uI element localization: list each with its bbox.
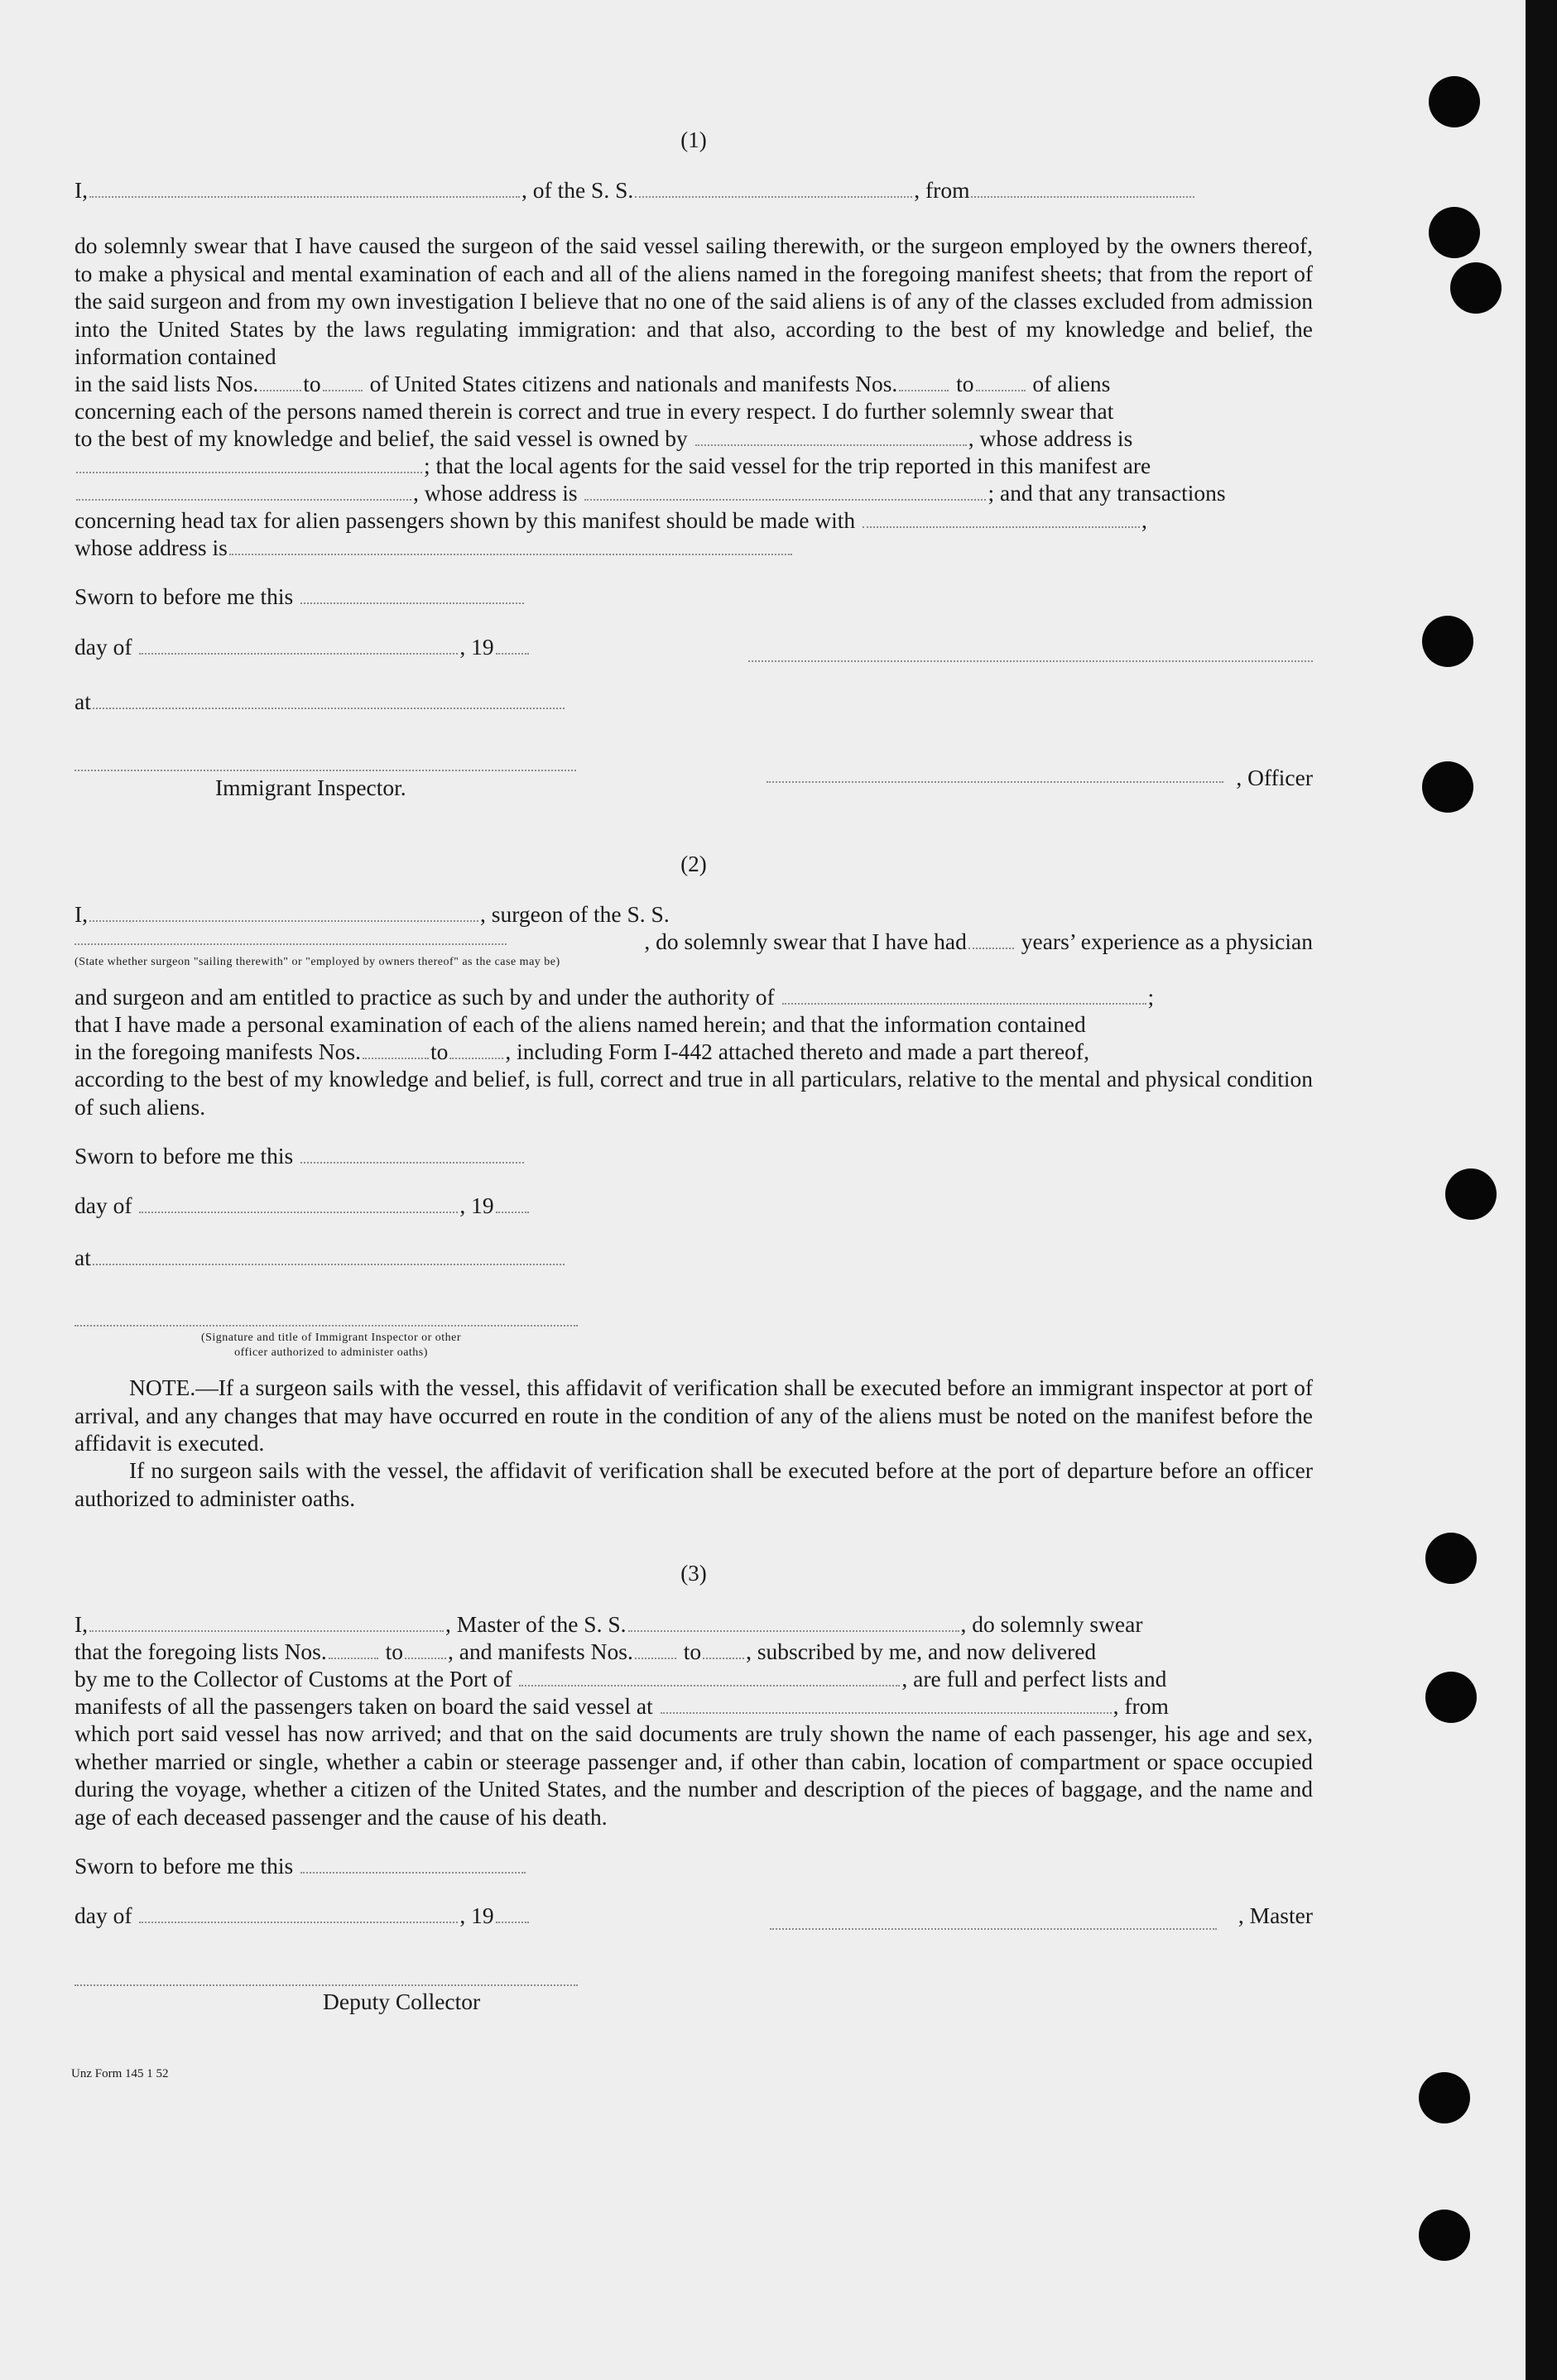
s3-master-signature-line[interactable] — [770, 1928, 1217, 1930]
s3-subscribed-label: , subscribed by me, and now delivered — [746, 1639, 1097, 1664]
punch-hole — [1419, 2072, 1470, 2123]
s1-sworn-day-field[interactable] — [300, 586, 524, 604]
s1-aliens-label: of aliens — [1032, 371, 1111, 396]
s1-list-from-field[interactable] — [260, 373, 301, 391]
s1-inspector-label: Immigrant Inspector. — [215, 775, 406, 800]
s1-at-label: at — [74, 689, 91, 714]
s1-from-field[interactable] — [971, 180, 1194, 198]
s1-officer-signature-line[interactable] — [766, 781, 1223, 783]
s3-month-field[interactable] — [139, 1905, 458, 1923]
s1-manifest-from-field[interactable] — [899, 373, 949, 391]
s2-manifests-line — [74, 1038, 1313, 1066]
s3-board-line — [74, 1692, 1313, 1720]
section-1-number: (1) — [680, 127, 707, 152]
note-paragraph-2: If no surgeon sails with the vessel, the affidavit of verification shall be executed before at the port of departure before an officer authorized to administer oaths. — [74, 1457, 1313, 1511]
s3-day-of-label: day of — [74, 1903, 132, 1928]
s3-port-line — [74, 1665, 1313, 1693]
s2-i-label: I, — [74, 901, 89, 927]
s1-of-ss-label: , of the S. S. — [521, 177, 634, 203]
s2-exam-line: that I have made a personal examination of each of the aliens named herein; and that the information contained — [74, 1011, 1086, 1037]
s2-year-label: , 19 — [459, 1192, 494, 1218]
s2-sworn-line — [74, 1142, 1313, 1170]
s1-lists-line — [74, 370, 1313, 398]
s1-from-label: , from — [914, 177, 970, 203]
s2-authority-label: and surgeon and am entitled to practice as such by and under the authority of — [74, 984, 775, 1010]
s3-manifests-label: , and manifests Nos. — [448, 1639, 633, 1664]
s1-sworn-label: Sworn to before me this — [74, 583, 294, 609]
s3-list-from-field[interactable] — [329, 1641, 378, 1659]
punch-hole — [1445, 1168, 1497, 1220]
s2-at-field[interactable] — [93, 1247, 565, 1265]
s3-sworn-label: Sworn to before me this — [74, 1853, 294, 1879]
s1-owned-line — [74, 425, 1313, 453]
s1-whose-address-label: whose address is — [74, 535, 228, 560]
s1-lists-label: in the said lists Nos. — [74, 371, 259, 396]
s2-sworn-day-field[interactable] — [300, 1145, 524, 1164]
section-2-number: (2) — [680, 852, 707, 876]
s3-sworn-line — [74, 1852, 1313, 1880]
s3-master-name-field[interactable] — [89, 1614, 444, 1632]
punch-hole — [1422, 761, 1473, 813]
s1-month-field[interactable] — [139, 636, 458, 655]
s3-lists-line — [74, 1638, 1313, 1666]
punch-hole — [1450, 262, 1502, 314]
s1-officer-label: , Officer — [1236, 765, 1313, 790]
s3-master-label: , Master of the S. S. — [445, 1611, 627, 1637]
s3-body: which port said vessel has now arrived; and that on the said documents are truly shown the name of each passenger, his age and sex, whether married or single, whether a cabin or steerage passenger and, if other than cabin, location of compartment or space occupied during the voyage, whether a citizen of the United States, and the number and description of the pieces of baggage, and the name and age of each deceased passenger and the cause of his death. — [74, 1720, 1313, 1830]
s3-board-label: manifests of all the passengers taken on board the said vessel at — [74, 1693, 653, 1719]
s3-manifest-from-field[interactable] — [635, 1641, 676, 1659]
punch-hole — [1422, 616, 1473, 667]
s1-i-label: I, — [74, 177, 89, 203]
s3-lists-label: that the foregoing lists Nos. — [74, 1639, 327, 1664]
s3-deputy-label: Deputy Collector — [323, 1989, 481, 2014]
s2-day-of-label: day of — [74, 1192, 132, 1218]
s2-authority-field[interactable] — [782, 986, 1146, 1005]
s1-list-to-field[interactable] — [323, 373, 363, 391]
s3-from-label: , from — [1112, 1693, 1169, 1719]
s1-owner-address-label: , whose address is — [968, 425, 1133, 451]
punch-hole — [1429, 76, 1480, 127]
s3-master-label-end: , Master — [1237, 1903, 1313, 1928]
s2-line-1 — [74, 900, 1313, 928]
s3-port-field[interactable] — [519, 1668, 900, 1687]
s1-owner-address-field[interactable] — [76, 455, 422, 473]
s3-sworn-day-field[interactable] — [300, 1855, 526, 1874]
s2-vessel-name-field[interactable] — [74, 943, 507, 945]
s1-manifest-to-field[interactable] — [976, 373, 1026, 391]
s1-day-of-label: day of — [74, 634, 132, 660]
s1-officer-signature-line-upper[interactable] — [748, 660, 1313, 662]
s1-headtax-field[interactable] — [863, 510, 1140, 528]
s2-authority-line — [74, 983, 1313, 1011]
s1-comma: , — [1141, 507, 1147, 533]
s2-years-label: years’ experience as a physician — [1021, 928, 1313, 954]
s1-inspector-signature-line[interactable] — [74, 770, 576, 771]
scan-border — [1526, 0, 1557, 2380]
s2-years-field[interactable] — [968, 931, 1014, 949]
section-1-line-1 — [74, 176, 1313, 204]
s1-agents-line — [74, 452, 1313, 480]
s3-vessel-name-field[interactable] — [628, 1614, 959, 1632]
s3-i-label: I, — [74, 1611, 89, 1637]
s2-manifest-from-field[interactable] — [363, 1041, 429, 1059]
s3-manifest-to-field[interactable] — [703, 1641, 744, 1659]
s1-manifests-label: of United States citizens and nationals and manifests Nos. — [369, 371, 898, 396]
s1-body-2: concerning each of the persons named therein is correct and true in every respect. I do further solemnly swear that — [74, 398, 1114, 424]
s1-agents-address-line — [74, 479, 1313, 507]
s2-at-label: at — [74, 1245, 91, 1270]
s3-swear-label: , do solemnly swear — [960, 1611, 1143, 1637]
s2-swear-label: , do solemnly swear that I have had — [644, 928, 967, 954]
s3-lists-to-label: to — [385, 1639, 404, 1664]
s1-agents-address-field[interactable] — [584, 482, 986, 501]
s2-year-field[interactable] — [496, 1195, 529, 1213]
s2-sworn-label: Sworn to before me this — [74, 1143, 294, 1168]
s1-agents-label: ; that the local agents for the said vessel for the trip reported in this manifest are — [424, 453, 1151, 478]
s1-whose-address-field[interactable] — [229, 537, 792, 555]
s1-officer-name-field[interactable] — [89, 180, 520, 198]
s1-year-field[interactable] — [496, 636, 529, 655]
s1-owner-field[interactable] — [695, 428, 967, 446]
s2-day-line — [74, 1192, 1313, 1220]
s1-lists-to-label: to — [303, 371, 321, 396]
s2-signature-line[interactable] — [74, 1325, 578, 1327]
s1-agents-field[interactable] — [76, 482, 411, 501]
s2-signature-note-line-1: (Signature and title of Immigrant Inspector or other — [200, 1332, 462, 1344]
s2-semicolon: ; — [1147, 984, 1155, 1010]
s3-lists-perfect-label: , are full and perfect lists and — [901, 1666, 1167, 1691]
s3-year-label: , 19 — [459, 1903, 494, 1928]
punch-hole — [1429, 207, 1480, 258]
s1-sworn-line — [74, 583, 1313, 611]
s1-owned-label: to the best of my knowledge and belief, the said vessel is owned by — [74, 425, 688, 451]
s3-day-line — [74, 1902, 1313, 1930]
s1-vessel-name-field[interactable] — [635, 180, 912, 198]
s2-surgeon-note: (State whether surgeon "sailing therewith" or "employed by owners thereof" as the case may be) — [74, 956, 560, 968]
s2-manifests-label: in the foregoing manifests Nos. — [74, 1039, 361, 1064]
s2-surgeon-name-field[interactable] — [89, 904, 478, 922]
s3-line-1 — [74, 1610, 1313, 1639]
s3-year-field[interactable] — [496, 1905, 529, 1923]
s2-manifest-to-field[interactable] — [449, 1041, 503, 1059]
s1-day-line — [74, 633, 1313, 661]
s3-deputy-signature-line[interactable] — [74, 1984, 578, 1986]
s2-at-line — [74, 1244, 1313, 1272]
s2-body-end: according to the best of my knowledge and belief, is full, correct and true in all particulars, relative to the mental and physical condition of such aliens. — [74, 1066, 1313, 1120]
s2-form-label: , including Form I-442 attached thereto and made a part thereof, — [505, 1039, 1089, 1064]
punch-hole — [1419, 2210, 1470, 2261]
s2-manifests-to-label: to — [430, 1039, 449, 1064]
s2-surgeon-label: , surgeon of the S. S. — [480, 901, 670, 927]
form-number: Unz Form 145 1 52 — [71, 2067, 169, 2080]
s2-signature-note-line-2: officer authorized to administer oaths) — [234, 1346, 428, 1359]
s1-transactions-label: ; and that any transactions — [988, 480, 1226, 506]
s3-board-port-field[interactable] — [661, 1696, 1112, 1714]
punch-hole — [1425, 1533, 1477, 1584]
s1-body-paragraph: do solemnly swear that I have caused the surgeon of the said vessel sailing therewith, or the surgeon employed by the owners thereof, to make a physical and mental examination of each and all of the aliens named in the foregoing manifest sheets; that from the report of the said surgeon and from my own investigation I believe that no one of the said aliens is of any of the classes excluded from admission into the United States by the laws regulating immigration: and that also, according to the best of my knowledge and belief, the information contained — [74, 233, 1313, 369]
section-3-number: (3) — [680, 1561, 707, 1586]
s1-year-label: , 19 — [459, 634, 494, 660]
s2-swear-line — [644, 928, 1313, 956]
s2-signature-note — [141, 1331, 521, 1360]
s1-manifests-to-label: to — [956, 371, 974, 396]
s3-manifests-to-label: to — [683, 1639, 702, 1664]
s1-headtax-line — [74, 506, 1313, 535]
s1-headtax-label: concerning head tax for alien passengers shown by this manifest should be made with — [74, 507, 856, 533]
s3-list-to-field[interactable] — [405, 1641, 446, 1659]
s1-whose-address-line — [74, 534, 1313, 562]
s1-agents-address-label: , whose address is — [413, 480, 578, 506]
s1-at-line — [74, 688, 1313, 716]
note-paragraph-1: NOTE.—If a surgeon sails with the vessel, this affidavit of verification shall be executed before an immigrant inspector at port of arrival, and any changes that may have occurred en route in the condition of any of the aliens must be noted on the manifest before the affidavit is executed. — [74, 1375, 1313, 1456]
punch-hole — [1425, 1672, 1477, 1723]
s2-month-field[interactable] — [139, 1195, 458, 1213]
s1-at-field[interactable] — [93, 691, 565, 709]
s3-port-label: by me to the Collector of Customs at the Port of — [74, 1666, 512, 1691]
